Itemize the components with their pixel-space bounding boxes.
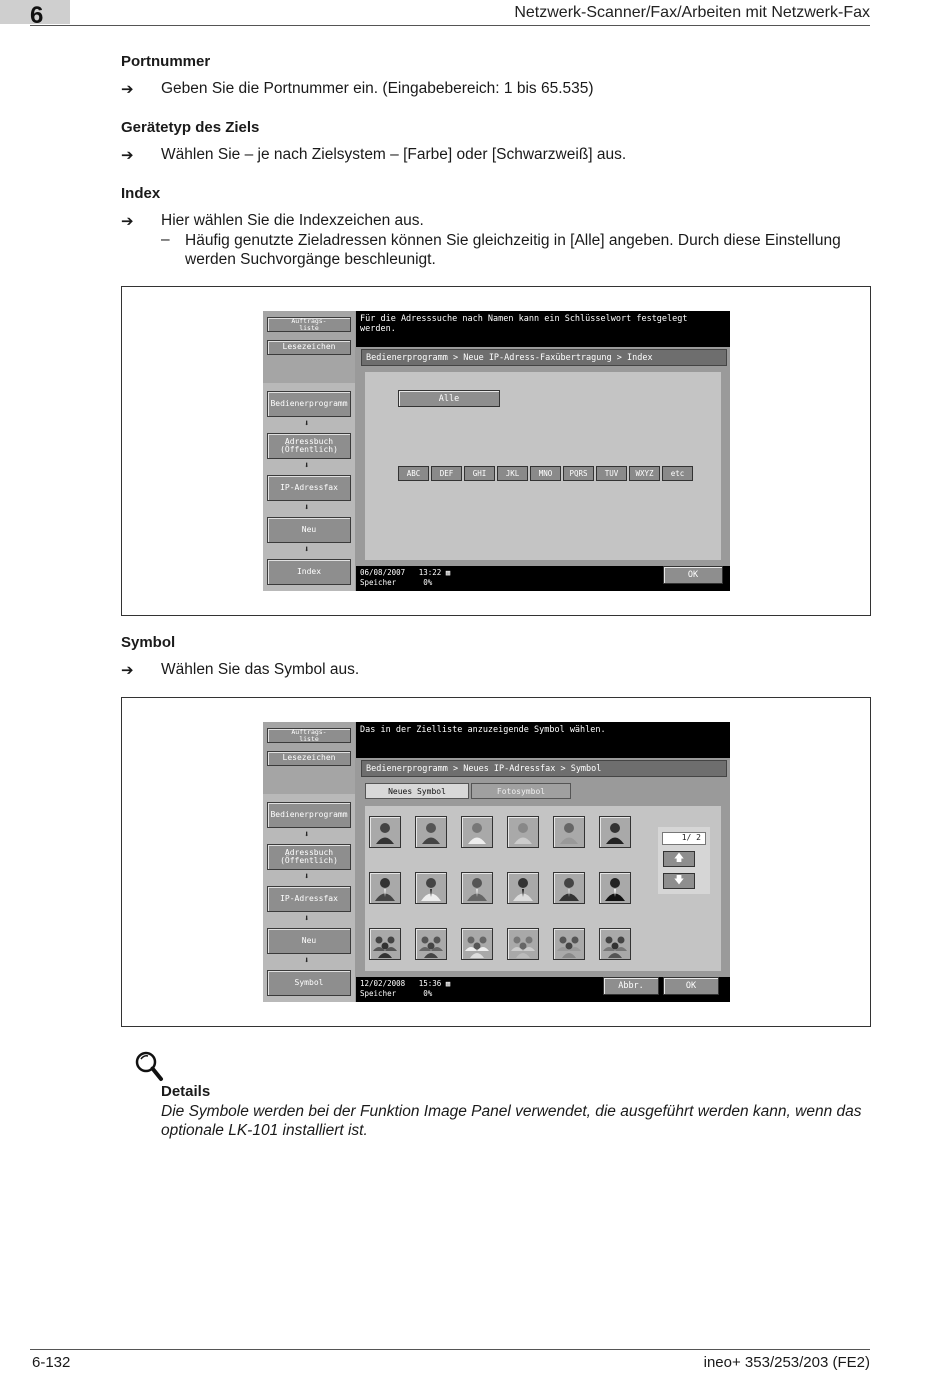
key-tuv[interactable]: TUV xyxy=(596,466,627,481)
screenshot-frame-index xyxy=(121,286,871,616)
arrow-icon: ➔ xyxy=(121,147,134,164)
key-def[interactable]: DEF xyxy=(431,466,462,481)
heading-index: Index xyxy=(121,185,161,202)
symbol-person-icon[interactable] xyxy=(553,816,585,848)
dash-bullet: – xyxy=(161,231,170,248)
nav-index[interactable]: Index xyxy=(267,559,351,585)
symbol-business-person-icon[interactable] xyxy=(461,872,493,904)
symbol-business-person-icon[interactable] xyxy=(599,872,631,904)
details-heading: Details xyxy=(161,1083,211,1100)
ok-button[interactable]: OK xyxy=(663,977,719,995)
device-screen-index xyxy=(263,311,730,591)
message-bar: Das in der Zielliste anzuzeigende Symbol wählen. xyxy=(356,722,730,758)
arrow-up-icon: 🡅 xyxy=(673,852,685,864)
magnifier-icon xyxy=(134,1050,164,1082)
job-list-button[interactable]: Auftrags- liste xyxy=(267,728,351,743)
symbol-business-person-icon[interactable] xyxy=(507,872,539,904)
memory-label: Speicher xyxy=(360,577,397,587)
memory-label: Speicher xyxy=(360,988,397,998)
arrow-icon: ➔ xyxy=(121,213,134,230)
symbol-person-icon[interactable] xyxy=(461,816,493,848)
symbol-business-person-icon[interactable] xyxy=(553,872,585,904)
arrow-down-icon: ⬇ xyxy=(304,956,310,966)
key-pqrs[interactable]: PQRS xyxy=(563,466,594,481)
key-abc[interactable]: ABC xyxy=(398,466,429,481)
note-index: Häufig genutzte Zieladressen können Sie gleichzeitig in [Alle] angeben. Durch diese Einstellung werden Suchvorgänge beschleunigt. xyxy=(185,232,841,268)
header-rule xyxy=(30,25,870,26)
breadcrumb: Bedienerprogramm > Neue IP-Adress-Faxübertragung > Index xyxy=(361,349,727,366)
memory-value: 0% xyxy=(423,988,433,998)
ok-button[interactable]: OK xyxy=(663,566,723,584)
symbol-group-icon[interactable] xyxy=(507,928,539,960)
chapter-number: 6 xyxy=(30,2,44,29)
page-number: 6-132 xyxy=(32,1354,71,1371)
page-down-button[interactable] xyxy=(663,873,695,889)
side-panel xyxy=(263,722,355,1002)
arrow-down-icon: ⬇ xyxy=(304,545,310,555)
symbol-business-person-icon[interactable] xyxy=(369,872,401,904)
arrow-down-icon: ⬇ xyxy=(304,872,310,882)
nav-new[interactable]: Neu xyxy=(267,928,351,954)
step-geraetetyp: Wählen Sie – je nach Zielsystem – [Farbe] oder [Schwarzweiß] aus. xyxy=(161,146,627,163)
bookmark-button[interactable]: Lesezeichen xyxy=(267,751,351,766)
side-panel xyxy=(263,311,355,591)
symbol-group-icon[interactable] xyxy=(415,928,447,960)
symbol-person-icon[interactable] xyxy=(599,816,631,848)
key-jkl[interactable]: JKL xyxy=(497,466,528,481)
step-index: Hier wählen Sie die Indexzeichen aus. xyxy=(161,212,424,229)
time: 13:22 xyxy=(418,568,442,577)
symbol-group-icon[interactable] xyxy=(369,928,401,960)
network-icon: ▦ xyxy=(445,979,451,988)
nav-address-book[interactable]: Adressbuch (Öffentlich) xyxy=(267,844,351,870)
symbol-person-icon[interactable] xyxy=(369,816,401,848)
nav-admin-program[interactable]: Bedienerprogramm xyxy=(267,391,351,417)
symbol-person-icon[interactable] xyxy=(507,816,539,848)
symbol-group-icon[interactable] xyxy=(553,928,585,960)
arrow-down-icon: 🡇 xyxy=(673,874,685,886)
arrow-down-icon: ⬇ xyxy=(304,461,310,471)
cancel-button[interactable]: Abbr. xyxy=(603,977,659,995)
step-portnummer: Geben Sie die Portnummer ein. (Eingabebereich: 1 bis 65.535) xyxy=(161,80,594,97)
key-wxyz[interactable]: WXYZ xyxy=(629,466,660,481)
screenshot-frame-symbol xyxy=(121,697,871,1027)
all-button[interactable]: Alle xyxy=(398,390,500,407)
message-bar: Für die Adresssuche nach Namen kann ein Schlüsselwort festgelegt werden. xyxy=(356,311,730,347)
nav-address-book[interactable]: Adressbuch (Öffentlich) xyxy=(267,433,351,459)
arrow-down-icon: ⬇ xyxy=(304,914,310,924)
time: 15:36 xyxy=(418,979,442,988)
symbol-group-icon[interactable] xyxy=(461,928,493,960)
bookmark-button[interactable]: Lesezeichen xyxy=(267,340,351,355)
heading-symbol: Symbol xyxy=(121,634,176,651)
arrow-icon: ➔ xyxy=(121,81,134,98)
breadcrumb: Bedienerprogramm > Neues IP-Adressfax > Symbol xyxy=(361,760,727,777)
arrow-icon: ➔ xyxy=(121,662,134,679)
key-ghi[interactable]: GHI xyxy=(464,466,495,481)
page-navigator xyxy=(658,827,710,894)
arrow-down-icon: ⬇ xyxy=(304,503,310,513)
product-name: ineo+ 353/253/203 (FE2) xyxy=(703,1354,870,1371)
device-screen-symbol xyxy=(263,722,730,1002)
footer-rule xyxy=(30,1349,870,1350)
tab-new-symbol[interactable]: Neues Symbol xyxy=(365,783,469,799)
heading-portnummer: Portnummer xyxy=(121,53,211,70)
date: 06/08/2007 xyxy=(360,568,406,577)
key-etc[interactable]: etc xyxy=(662,466,693,481)
running-header: Netzwerk-Scanner/Fax/Arbeiten mit Netzwerk-Fax xyxy=(514,4,870,21)
details-text: Die Symbole werden bei der Funktion Image Panel verwendet, die ausgeführt werden kann, wenn das optionale LK-101 installiert ist. xyxy=(161,1103,862,1139)
arrow-down-icon: ⬇ xyxy=(304,419,310,429)
heading-geraetetyp: Gerätetyp des Ziels xyxy=(121,119,260,136)
step-symbol: Wählen Sie das Symbol aus. xyxy=(161,661,360,678)
nav-ip-fax[interactable]: IP-Adressfax xyxy=(267,886,351,912)
nav-admin-program[interactable]: Bedienerprogramm xyxy=(267,802,351,828)
page-up-button[interactable] xyxy=(663,851,695,867)
page-indicator: 1/ 2 xyxy=(662,832,706,845)
tab-photo-symbol[interactable]: Fotosymbol xyxy=(471,783,571,799)
date: 12/02/2008 xyxy=(360,979,406,988)
key-mno[interactable]: MNO xyxy=(530,466,561,481)
nav-symbol[interactable]: Symbol xyxy=(267,970,351,996)
nav-ip-fax[interactable]: IP-Adressfax xyxy=(267,475,351,501)
symbol-business-person-icon[interactable] xyxy=(415,872,447,904)
network-icon: ▦ xyxy=(445,568,451,577)
job-list-button[interactable]: Auftrags- liste xyxy=(267,317,351,332)
arrow-down-icon: ⬇ xyxy=(304,830,310,840)
symbol-person-icon[interactable] xyxy=(415,816,447,848)
symbol-group-icon[interactable] xyxy=(599,928,631,960)
memory-value: 0% xyxy=(423,577,433,587)
nav-new[interactable]: Neu xyxy=(267,517,351,543)
